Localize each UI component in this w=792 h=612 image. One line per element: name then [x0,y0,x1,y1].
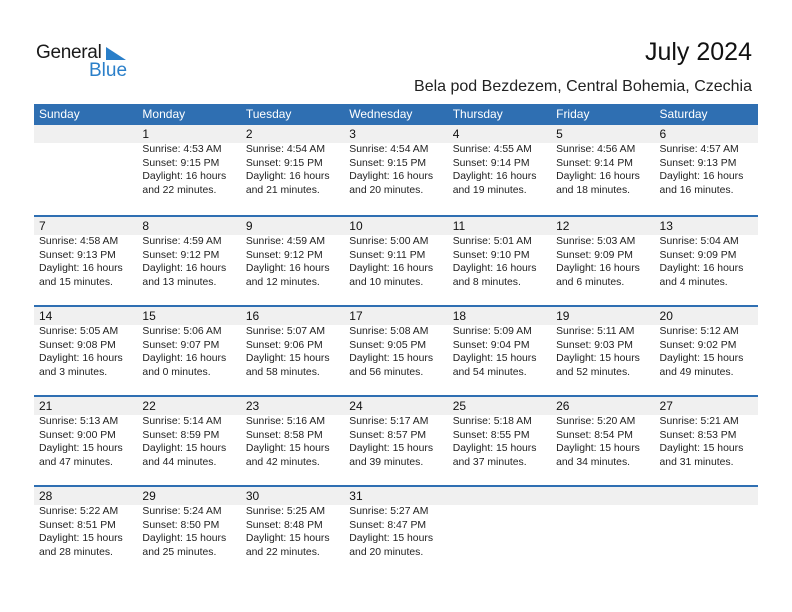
day-sunset: Sunset: 9:15 PM [349,157,427,169]
day-number: 2 [245,127,253,141]
day-sunset: Sunset: 8:51 PM [39,519,116,531]
day-cell [551,415,654,469]
day-sunrise: Sunrise: 5:21 AM [659,416,739,427]
day-minutes: and 37 minutes. [452,456,527,468]
day-daylight: Daylight: 15 hours [245,533,330,544]
day-sunset: Sunset: 9:09 PM [556,249,633,261]
day-daylight: Daylight: 16 hours [349,171,434,182]
day-number: 15 [142,309,156,323]
day-number: 5 [556,127,563,141]
day-minutes: and 58 minutes. [245,366,320,378]
day-number: 9 [245,219,253,233]
day-cell [137,415,240,469]
day-number: 18 [452,309,467,323]
day-number: 31 [349,489,363,503]
day-sunset: Sunset: 9:15 PM [142,157,220,169]
day-sunrise: Sunrise: 5:25 AM [245,506,325,517]
day-daylight: Daylight: 15 hours [349,443,434,454]
day-minutes: and 54 minutes. [452,366,527,378]
day-cell [34,143,137,197]
day-daylight: Daylight: 16 hours [452,263,537,274]
day-minutes: and 10 minutes. [349,276,424,288]
day-sunset: Sunset: 8:57 PM [349,429,427,441]
day-sunset: Sunset: 9:12 PM [142,249,220,261]
day-sunset: Sunset: 9:15 PM [245,157,323,169]
day-daylight: Daylight: 16 hours [659,171,744,182]
day-sunrise: Sunrise: 5:06 AM [142,326,222,337]
day-daylight: Daylight: 15 hours [556,353,640,364]
day-number: 26 [556,399,570,413]
day-daylight: Daylight: 16 hours [39,263,123,274]
day-daylight: Daylight: 16 hours [556,171,640,182]
day-cell [34,325,137,379]
day-cell [448,143,551,197]
day-sunrise: Sunrise: 5:18 AM [452,416,532,427]
day-number [551,487,654,505]
day-cell [551,143,654,197]
day-daylight: Daylight: 15 hours [349,533,434,544]
day-cell [137,235,240,289]
day-minutes: and 18 minutes. [556,184,631,196]
day-sunset: Sunset: 8:53 PM [659,429,737,441]
day-sunset: Sunset: 9:14 PM [452,157,530,169]
day-number [448,487,551,505]
day-daylight: Daylight: 16 hours [556,263,640,274]
day-cell [344,235,447,289]
logo-triangle-icon [106,47,126,60]
day-cell [448,235,551,289]
weekday-wednesday: Wednesday [349,107,413,121]
day-sunrise: Sunrise: 4:56 AM [556,144,636,155]
week-row [34,215,758,305]
day-daylight: Daylight: 15 hours [659,443,744,454]
day-sunset: Sunset: 8:58 PM [245,429,323,441]
day-minutes: and 15 minutes. [39,276,113,288]
day-minutes: and 39 minutes. [349,456,424,468]
day-number: 16 [245,309,260,323]
day-minutes: and 49 minutes. [659,366,734,378]
day-cell [344,143,447,197]
day-details-row [34,143,758,197]
day-sunrise: Sunrise: 4:59 AM [245,236,325,247]
day-number: 7 [39,219,46,233]
day-number: 24 [349,399,363,413]
day-number: 19 [556,309,570,323]
day-details-row [34,235,758,289]
day-number: 30 [245,489,260,503]
week-row [34,305,758,395]
day-cell [655,415,758,469]
day-minutes: and 42 minutes. [245,456,320,468]
day-number-band [34,397,758,415]
day-sunset: Sunset: 9:00 PM [39,429,116,441]
day-minutes: and 28 minutes. [39,546,113,558]
day-cell [448,415,551,469]
day-cell [655,143,758,197]
day-daylight: Daylight: 16 hours [142,263,227,274]
day-minutes: and 47 minutes. [39,456,113,468]
day-cell [655,325,758,379]
weekday-tuesday: Tuesday [245,107,292,121]
day-minutes: and 22 minutes. [245,546,320,558]
day-daylight: Daylight: 16 hours [142,171,227,182]
weekday-header [34,104,758,125]
day-number-band [34,487,758,505]
day-sunset: Sunset: 9:08 PM [39,339,116,351]
day-daylight: Daylight: 15 hours [659,353,744,364]
day-sunrise: Sunrise: 4:57 AM [659,144,739,155]
day-cell [137,325,240,379]
day-sunset: Sunset: 9:10 PM [452,249,530,261]
day-sunset: Sunset: 8:54 PM [556,429,633,441]
day-minutes: and 25 minutes. [142,546,217,558]
day-cell [344,325,447,379]
day-number [655,487,758,505]
weekday-sunday: Sunday [39,107,80,121]
day-number-band [34,217,758,235]
day-sunrise: Sunrise: 5:13 AM [39,416,119,427]
week-row [34,485,758,575]
day-number: 8 [142,219,150,233]
day-number: 27 [659,399,673,413]
day-minutes: and 16 minutes. [659,184,734,196]
day-daylight: Daylight: 16 hours [245,263,330,274]
day-minutes: and 13 minutes. [142,276,217,288]
day-sunrise: Sunrise: 5:22 AM [39,506,119,517]
day-sunset: Sunset: 9:14 PM [556,157,633,169]
day-sunrise: Sunrise: 5:27 AM [349,506,429,517]
day-daylight: Daylight: 16 hours [452,171,537,182]
day-sunrise: Sunrise: 4:54 AM [245,144,325,155]
day-cell [241,505,344,559]
day-number-band [34,125,758,143]
day-sunrise: Sunrise: 4:55 AM [452,144,532,155]
day-cell [448,505,551,559]
day-details-row [34,505,758,559]
day-sunset: Sunset: 8:48 PM [245,519,323,531]
day-sunrise: Sunrise: 5:20 AM [556,416,636,427]
day-sunset: Sunset: 9:13 PM [659,157,737,169]
day-sunset: Sunset: 9:11 PM [349,249,426,261]
weekday-saturday: Saturday [659,107,708,121]
day-number: 1 [142,127,150,141]
day-cell [241,415,344,469]
day-cell [241,325,344,379]
day-minutes: and 56 minutes. [349,366,424,378]
weeks-container [34,125,758,575]
day-sunrise: Sunrise: 5:12 AM [659,326,739,337]
day-sunset: Sunset: 8:59 PM [142,429,220,441]
day-sunrise: Sunrise: 4:58 AM [39,236,119,247]
day-cell [34,505,137,559]
day-daylight: Daylight: 16 hours [245,171,330,182]
day-daylight: Daylight: 15 hours [245,353,330,364]
day-number: 17 [349,309,363,323]
day-sunrise: Sunrise: 5:14 AM [142,416,222,427]
logo-blue-text: Blue [89,60,128,81]
day-daylight: Daylight: 16 hours [39,353,123,364]
day-number-band [34,307,758,325]
day-daylight: Daylight: 15 hours [142,533,227,544]
day-number: 28 [39,489,53,503]
day-details-row [34,325,758,379]
day-number [34,125,137,143]
day-details-row [34,415,758,469]
day-cell [551,235,654,289]
day-sunset: Sunset: 9:06 PM [245,339,323,351]
day-sunrise: Sunrise: 5:24 AM [142,506,222,517]
day-sunset: Sunset: 9:04 PM [452,339,530,351]
day-number: 25 [452,399,467,413]
day-sunrise: Sunrise: 5:08 AM [349,326,429,337]
day-daylight: Daylight: 15 hours [39,533,123,544]
day-cell [344,505,447,559]
day-minutes: and 19 minutes. [452,184,527,196]
page-title: July 2024 [644,38,752,66]
day-cell [241,235,344,289]
day-sunrise: Sunrise: 5:11 AM [556,326,635,337]
day-minutes: and 20 minutes. [349,184,424,196]
day-cell [551,505,654,559]
day-sunrise: Sunrise: 4:53 AM [142,144,222,155]
day-cell [551,325,654,379]
day-number: 21 [39,399,53,413]
day-sunrise: Sunrise: 5:05 AM [39,326,119,337]
day-number: 12 [556,219,570,233]
weekday-thursday: Thursday [452,107,503,121]
day-sunrise: Sunrise: 5:04 AM [659,236,739,247]
weekday-friday: Friday [556,107,590,121]
day-number: 4 [452,127,460,141]
day-number: 3 [349,127,356,141]
day-number: 6 [659,127,667,141]
day-minutes: and 8 minutes. [452,276,521,288]
day-cell [137,505,240,559]
week-row [34,395,758,485]
day-cell [344,415,447,469]
day-sunset: Sunset: 9:02 PM [659,339,737,351]
day-cell [34,415,137,469]
day-cell [655,235,758,289]
day-minutes: and 52 minutes. [556,366,631,378]
day-minutes: and 31 minutes. [659,456,734,468]
day-minutes: and 22 minutes. [142,184,217,196]
day-daylight: Daylight: 16 hours [142,353,227,364]
day-sunrise: Sunrise: 4:54 AM [349,144,429,155]
day-sunset: Sunset: 9:09 PM [659,249,737,261]
day-sunrise: Sunrise: 5:01 AM [452,236,532,247]
day-sunrise: Sunrise: 5:17 AM [349,416,429,427]
day-cell [655,505,758,559]
day-cell [241,143,344,197]
day-daylight: Daylight: 15 hours [142,443,227,454]
day-daylight: Daylight: 15 hours [452,353,537,364]
day-sunrise: Sunrise: 5:09 AM [452,326,532,337]
day-daylight: Daylight: 15 hours [39,443,123,454]
day-sunrise: Sunrise: 5:00 AM [349,236,429,247]
day-number: 11 [452,219,466,233]
day-sunset: Sunset: 9:03 PM [556,339,633,351]
day-minutes: and 12 minutes. [245,276,320,288]
day-minutes: and 21 minutes. [245,184,320,196]
logo-general-text: General [36,42,102,63]
day-number: 29 [142,489,156,503]
day-number: 20 [659,309,673,323]
day-number: 22 [142,399,156,413]
day-number: 10 [349,219,363,233]
day-daylight: Daylight: 15 hours [452,443,537,454]
day-daylight: Daylight: 15 hours [349,353,434,364]
day-number: 14 [39,309,53,323]
day-sunset: Sunset: 8:55 PM [452,429,530,441]
day-sunset: Sunset: 8:47 PM [349,519,427,531]
weekday-monday: Monday [142,107,186,121]
week-row [34,125,758,215]
calendar-grid [34,104,758,575]
day-minutes: and 34 minutes. [556,456,631,468]
day-daylight: Daylight: 15 hours [556,443,640,454]
day-sunrise: Sunrise: 5:07 AM [245,326,325,337]
day-sunset: Sunset: 8:50 PM [142,519,220,531]
day-minutes: and 20 minutes. [349,546,424,558]
day-sunrise: Sunrise: 5:16 AM [245,416,325,427]
day-minutes: and 3 minutes. [39,366,108,378]
logo [36,42,136,82]
day-minutes: and 6 minutes. [556,276,625,288]
day-minutes: and 0 minutes. [142,366,211,378]
day-sunset: Sunset: 9:07 PM [142,339,220,351]
day-cell [137,143,240,197]
day-daylight: Daylight: 16 hours [349,263,434,274]
day-cell [34,235,137,289]
day-sunset: Sunset: 9:13 PM [39,249,116,261]
location-subtitle: Bela pod Bezdezem, Central Bohemia, Czechia [414,78,752,95]
day-daylight: Daylight: 16 hours [659,263,744,274]
day-minutes: and 44 minutes. [142,456,217,468]
day-daylight: Daylight: 15 hours [245,443,330,454]
day-sunset: Sunset: 9:12 PM [245,249,323,261]
day-number: 23 [245,399,260,413]
day-sunset: Sunset: 9:05 PM [349,339,427,351]
day-sunrise: Sunrise: 4:59 AM [142,236,222,247]
day-number: 13 [659,219,673,233]
day-minutes: and 4 minutes. [659,276,728,288]
day-sunrise: Sunrise: 5:03 AM [556,236,636,247]
day-cell [448,325,551,379]
